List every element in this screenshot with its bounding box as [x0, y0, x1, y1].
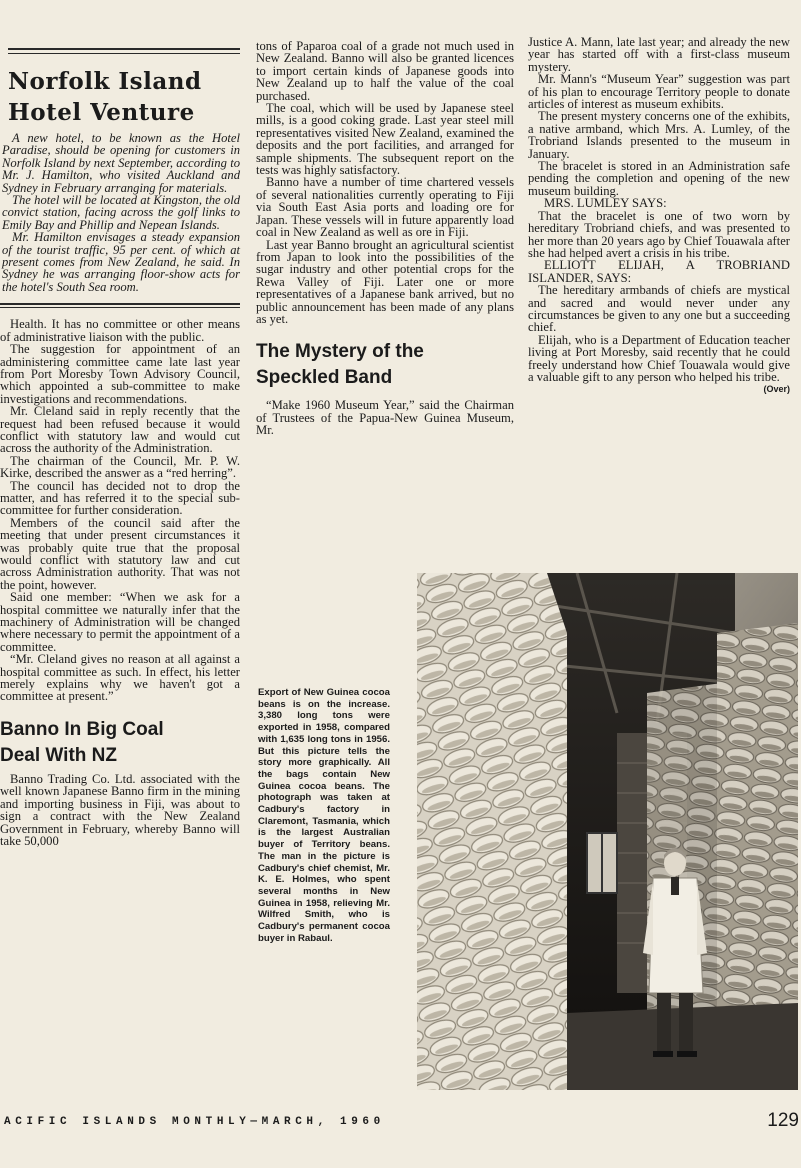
banno-title-line2: Deal With NZ	[0, 744, 117, 766]
health-paragraph: The council has decided not to drop the matter, and has referred it to the special sub-committee for further consideration.	[0, 478, 240, 518]
norfolk-paragraph: A new hotel, to be known as the Hotel Paradise, should be opening for customers in Norfolk Island by next September, according to Mr. J. Hamilton, who visited Auckland and Sydney in February arranging for materials.	[2, 131, 240, 195]
left-column	[0, 0, 240, 847]
health-paragraph: Said one member: “When we ask for a hospital committee we naturally infer that the machinery of Administration will be changed where necessary to permit the appointment of a committee.	[0, 590, 240, 654]
mystery-paragraph: The present mystery concerns one of the exhibits, a native armband, which Mrs. A. Lumley, of the Trobriand Islands presented to the museum in January.	[528, 109, 790, 161]
banno-paragraph: Last year Banno brought an agricultural scientist from Japan to look into the possibilities of the sugar industry and other potential crops for the Rewa Valley of Fiji. Later one or more representatives of a Japanese bank arrived, but no public announcement has been made of any plans as yet.	[256, 237, 514, 326]
health-paragraph: Health. It has no committee or other means of administrative liaison with the public.	[0, 317, 240, 344]
lumley-paragraph: That the bracelet is one of two worn by hereditary Trobriand chiefs, and was presented to her more than 20 years ago by Chief Touawala after she had helped avert a crisis in his tribe.	[528, 208, 790, 260]
section-rule-thin	[0, 307, 240, 308]
top-rule	[8, 48, 240, 50]
lumley-subhead: MRS. LUMLEY SAYS:	[544, 196, 667, 211]
page-footer	[0, 1110, 801, 1134]
continued-over-marker: (Over)	[763, 384, 790, 395]
health-paragraph: Mr. Cleland said in reply recently that the request had been refused because it would conflict with statutory law and would cut across the authority of the Administration.	[0, 404, 240, 456]
mystery-intro: “Make 1960 Museum Year,” said the Chairman of Trustees of the Papua-New Guinea Museum, Mr.	[256, 398, 514, 438]
banno-intro	[0, 773, 240, 847]
middle-column	[256, 40, 514, 437]
norfolk-paragraph: The hotel will be located at Kingston, the old convict station, facing across the golf links to Emily Bay and Phillip and Nepean Islands.	[2, 193, 240, 232]
elijah-paragraph-final	[528, 332, 790, 395]
banno-paragraph: tons of Paparoa coal of a grade not much used in New Zealand. Banno will also be granted licences to import certain kinds of Japanese goods into New Zealand up to half the value of the coal purchased.	[256, 39, 514, 103]
banno-paragraph: Banno Trading Co. Ltd. associated with the well known Japanese Banno firm in the mining and importing business in Fiji, was about to sign a contract with the New Zealand Government in February, whereby Banno will take 50,000	[0, 771, 240, 848]
cocoa-warehouse-image	[417, 573, 798, 1090]
mystery-headline	[256, 339, 514, 391]
health-paragraph: Members of the council said after the meeting that under present circumstances it was probably quite true that the proposal would conflict with statutory law and cut across Administration authority. That was not the point, however.	[0, 515, 240, 592]
health-paragraph: The suggestion for appointment of an administering committee came late last year from Port Moresby Town Advisory Council, which appointed a sub-committee to make investigations and recommendations.	[0, 342, 240, 406]
elijah-paragraph-text: Elijah, who is a Department of Education teacher living at Port Moresby, said recently that he could freely understand how Chief Touawala would give a valuable gift to any person who helped his tribe.	[528, 332, 790, 384]
publication-footer: ACIFIC ISLANDS MONTHLY—MARCH, 1960	[4, 1116, 385, 1128]
section-rule	[0, 303, 240, 305]
mystery-title-line2: Speckled Band	[256, 367, 393, 389]
elijah-paragraph: The hereditary armbands of chiefs are mystical and sacred and would never under any circumstances be given to any one but a succeeding chief.	[528, 283, 790, 335]
banno-paragraph: The coal, which will be used by Japanese steel mills, is a good coking grade. Last year steel mill representatives visited New Zealand, examined the deposits and the port facilities, and arranged for sample shipments. The subsequent report on the tests was highly satisfactory.	[256, 101, 514, 178]
norfolk-body	[0, 132, 240, 293]
mystery-paragraph: Justice A. Mann, late last year; and already the new year has started off with a first-class museum mystery.	[528, 35, 790, 74]
banno-paragraph: Banno have a number of time chartered vessels of several nationalities currently operating to Fiji via South East Asia ports and loading ore for Japan. These vessels will in future apparently load coal in New Zealand as well as ore in Fiji.	[256, 175, 514, 240]
right-column	[528, 36, 790, 396]
photo-caption: Export of New Guinea cocoa beans is on the increase. 3,380 long tons were exported in 1958, compared with 1,635 long tons in 1956. But this picture tells the story more graphically. All the bags contain New Guinea cocoa beans. The photograph was taken at Cadbury's factory in Claremont, Tasmania, which is the largest Australian buyer of Territory beans. The man in the picture is Cadbury's chief chemist, Mr. K. E. Holmes, who spent several months in New Guinea in 1958, relieving Mr. Wilfred Smith, who is Cadbury's permanent cocoa buyer in Rabaul.	[258, 687, 390, 944]
health-article	[0, 318, 240, 703]
mystery-paragraph: Mr. Mann's “Museum Year” suggestion was part of his plan to encourage Territory people to donate articles of interest as museum exhibits.	[528, 72, 790, 112]
norfolk-title-line2: Hotel Venture	[8, 99, 195, 126]
elijah-subhead: ELLIOTT ELIJAH, A TROBRIAND ISLANDER, SAYS:	[528, 258, 790, 285]
top-rule-thin	[8, 53, 240, 54]
norfolk-title-line1: Norfolk Island	[8, 68, 202, 95]
page-number: 129	[767, 1110, 799, 1131]
banno-headline	[0, 717, 240, 769]
health-paragraph: The chairman of the Council, Mr. P. W. Kirke, described the answer as a “red herring”.	[0, 453, 240, 481]
banno-continued	[256, 40, 514, 325]
norfolk-paragraph: Mr. Hamilton envisages a steady expansion of the tourist traffic, 95 per cent. of which at present comes from New Zealand, he said. In Sydney he was arranging floor-show acts for the hotel's South Sea room.	[2, 230, 240, 294]
banno-title-line1: Banno In Big Coal	[0, 718, 164, 740]
cocoa-bags-photo	[417, 573, 798, 1090]
mystery-paragraph: The bracelet is stored in an Administration safe pending the completion and opening of the new museum building.	[528, 159, 790, 198]
mystery-title-line1: The Mystery of the	[256, 341, 424, 363]
norfolk-headline	[8, 66, 240, 128]
health-paragraph: “Mr. Cleland gives no reason at all against a hospital committee as such. In effect, his letter merely explains why we haven't got a committee at present.”	[0, 652, 240, 704]
